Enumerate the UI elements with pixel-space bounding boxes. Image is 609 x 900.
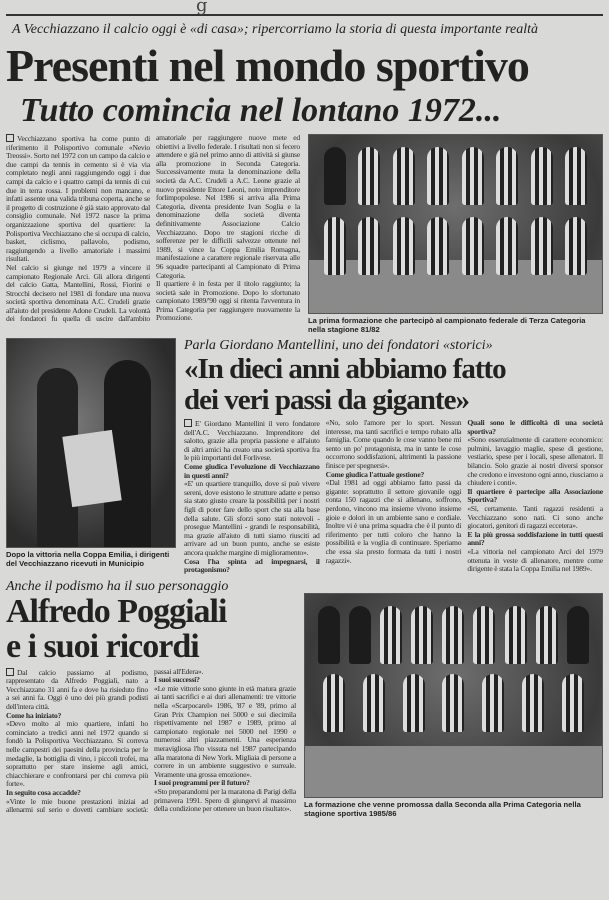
officials-photo <box>6 338 176 548</box>
section-box-icon <box>6 134 14 142</box>
answer <box>184 419 320 463</box>
masthead-fragment: g <box>6 0 603 16</box>
article-main-text <box>6 134 300 324</box>
answer <box>6 668 148 712</box>
team-photo-1985 <box>304 593 603 798</box>
article-kicker: A Vecchiazzano il calcio oggi è «di casa»; ripercorriamo la storia di questa importante realtà <box>12 22 538 37</box>
interview-block <box>184 338 603 575</box>
headline: Presenti nel mondo sportivo <box>6 40 529 91</box>
interview-headline-1: «In dieci anni abbiamo fatto <box>184 353 506 385</box>
photo3-caption: La formazione che venne promossa dalla Seconda alla Prima Categoria nella stagione sportiva 1985/86 <box>304 799 581 818</box>
photo1-caption: La prima formazione che partecipò al campionato federale di Terza Categoria nella stagione 81/82 <box>308 316 586 334</box>
question: Il quartiere è partecipe alla Associazione Sportiva? <box>467 486 603 505</box>
article-paragraph <box>6 134 150 264</box>
interview-headline-2: dei veri passi da gigante» <box>184 384 469 416</box>
answer-text: «Devo molto al mio quartiere, infatti ho cominciato a tredici anni nel 1972 quando si fondò la Polisportiva Vecchiazzano. Si correva nelle campestri dei paesini della provincia per le medaglie, la bottiglia di vino, i piccoli trofei, ma soprattutto per stare insieme agli amici, chiacchierare e confrontarsi per chi correva più forte». <box>6 719 148 789</box>
team-photo-1981 <box>308 134 603 314</box>
podismo-headline-2: e i suoi ricordi <box>6 627 199 665</box>
question: Quali sono le difficoltà di una società sportiva? <box>467 418 603 436</box>
interview-kicker: Parla Giordano Mantellini, uno dei fondatori «storici» <box>184 338 493 353</box>
answer-text: «Sono essenzialmente di carattere economico: pulmini, lavaggio maglie, spese di gestione, vestiario, spese per i locali, spese allenatori. Il bilancio. Solo grazie ai nostri diversi sponsor che credono e investono ogni anno, riusciamo a chiudere i conti». <box>467 435 603 488</box>
photo1-block <box>308 134 603 334</box>
interview-text <box>184 419 603 575</box>
section-interview <box>6 338 603 575</box>
answer <box>154 685 296 780</box>
answer-text: «No, solo l'amore per lo sport. Nessun interesse, ma tanti sacrifici e tempo rubato alla famiglia. Come quando le cose vanno bene mi sento un po' protagonista, ma in tante le cose occorrono soddisfazioni, altrimenti la passione finisce per spegnersi». <box>325 418 462 470</box>
answer <box>154 788 296 814</box>
photo3-block <box>304 593 603 818</box>
answer-text: «Le mie vittorie sono giunte in età matura grazie ai tanti sacrifici e ai duri allenamenti: tre vittorie nella «Scarpocarel» 1986, '87 e '89, primo al Gran Prix Champion nei 5000 e sui diecimila rispettivamente nel 1987 e 1989, primo al campionato regionale nei 5000 nel 1990 e numerosi altri piazzamenti. Una esperienza meravigliosa l'ho vissuta nel 1987 partecipando alla maratona di New York. Migliaia di persone a correre in un ambiente suggestivo e surreale. Veramente una grossa emozione». <box>154 683 296 779</box>
podismo-text <box>6 668 296 815</box>
answer <box>326 419 462 471</box>
question: Come giudica l'evoluzione di Vecchiazzano in questi anni? <box>184 461 320 480</box>
question: Come giudica l'attuale gestione? <box>325 469 425 479</box>
answer-text: Dal calcio passiamo al podismo, rappresentato da Alfredo Poggiali, nato a Vecchiazzano 31 anni fa e dove ha risieduto fino a sei anni fa. Oggi è uno dei più grandi podisti dell'intera città. <box>6 667 148 712</box>
question: Come ha iniziato? <box>6 710 62 720</box>
podismo-kicker: Anche il podismo ha il suo personaggio <box>6 578 229 594</box>
article-paragraph-text: Nel calcio si giunge nel 1979 a vincere il campionato Regionale Arci. Gli allora dirigenti del calcio Gatta, Mantellini, Rossi, Fiorini e Strocchi decisero nel 1981 di fondare una nuova società sportiva denominata A.C. Crudeli grazie all'aiuto del presidente Adone Crudeli. La volontà dei fondatori fu quella di uscire dall'ambito amatoriale per raggiungere nuove mete ed obiettivi a livello federale. I risultati non si fecero attendere e già nel primo anno di attività si giunse alla promozione in Seconda Categoria. Successivamente muta la denominazione della società da A.C. Crudeli a A.C. Leone grazie al nuovo presidente Ettore Leoni, noto imprenditore forlimpopolese. Nel 1986 si arriva alla Prima Categoria, diventa presidente Ivan Soglia e la denominazione della società diventa definitivamente Associazione Calcio Vecchiazzano. Dopo tre stagioni ricche di sofferenze per le difficili salvezze ottenute nel 1989, si vince la Coppa Emilia Romagna, manifestazione a carattere regionale riservata alle 96 squadre partecipanti al Campionato di Prima Categoria. <box>6 133 300 324</box>
question: In seguito cosa accadde? <box>6 788 81 797</box>
answer-text: «La vittoria nel campionato Arci del 1979 ottenuta in veste di allenatore, mentre come dirigente è stata la Coppa Emilia nel 1989». <box>467 546 603 574</box>
podismo-block <box>6 579 296 815</box>
answer <box>467 505 603 531</box>
answer <box>326 479 462 565</box>
answer-text: «Sto preparandomi per la maratona di Parigi della primavera 1991. Spero di giungervi al massimo della condizione per ottenere un buon risultato». <box>154 787 296 814</box>
answer-text: E' Giordano Mantellini il vero fondatore dell'A.C. Vecchiazzano. Imprenditore del salotto, grazie alla propria passione e all'aiuto di altri amici ha creato una società sportiva fra le più importanti del Forlivese. <box>184 419 320 463</box>
photo2-caption: Dopo la vittoria nella Coppa Emilia, i dirigenti del Vecchiazzano ricevuti in Municipio <box>6 550 170 568</box>
section-box-icon <box>184 419 192 427</box>
section-history <box>6 134 603 334</box>
answer <box>467 436 603 488</box>
answer-text: «E' un quartiere tranquillo, dove si può vivere sereni, dove esistono le strutture adatte e penso sia stato giusto creare la possibilità per i nostri figli di poter fare dello sport che sta alla base della salute. Gli sforzi sono stati notevoli - prosegue Mantellini - grandi le responsabilità, ma grazie all'aiuto di tutti siamo riusciti ad arrivare ad un buon punto, anche se esiste ancora qualche margine di miglioramento». <box>184 479 320 557</box>
question: I suoi successi? <box>154 675 200 685</box>
answer <box>6 720 148 789</box>
answer-text: «Dal 1981 ad oggi abbiamo fatto passi da gigante: soprattutto il settore giovanile oggi conta 150 ragazzi che si allenano, soffrono, perdono, vincono ma insieme vivono insieme gioie e dolori in un ambiente sano e cordiale. Inoltre vi è una prima squadra che è il punto di riferimento per tutti coloro che hanno la possibilità e la voglia di continuare. Speriamo che essa sia presto formata da tutti i nostri ragazzi». <box>325 478 462 565</box>
answer-text: «Sì, certamente. Tanti ragazzi residenti a Vecchiazzano sono nati. Ci sono anche giocatori, genitori di ragazzi eccetera». <box>467 503 603 531</box>
question: Cosa l'ha spinta ad impegnarsi, il protagonismo? <box>184 556 320 575</box>
question: I suoi programmi per il futuro? <box>154 778 250 788</box>
answer <box>467 548 603 574</box>
answer <box>184 480 320 557</box>
article-paragraph-text: Vecchiazzano sportiva ha come punto di riferimento il Polisportivo comunale «Nevio Treossi». Sorto nel 1972 con un campo da calcio e due campi da tennis in cemento si è via via completato negli anni raggiungendo oggi i due campi da calcio e i quattro campi da tennis di cui due in terra rossa. I problemi non mancano, e infatti assente una valida tribuna coperta, anche se il progetto di costruzione è già stato approvato dal consiglio comunale. Nel 1972 nasce la prima organizzazione sportiva del quartiere: la Polisportiva Vecchiazzano che si occupa di calcio, basket, ciclismo, pallavolo, podismo, raggiungendo a livello amatoriale i massimi risultati. <box>6 134 150 264</box>
section-podismo <box>6 579 603 818</box>
article-paragraph-text: Il quartiere è in festa per il titolo raggiunto; la società sale in Promozione. Dopo lo sfortunato campionato 1989/'90 oggi si ritenta l'avventura in Prima Categoria per raggiungere nuovamente la Promozione. <box>156 279 300 323</box>
article-paragraph <box>156 280 300 323</box>
question: E la più grossa soddisfazione in tutti questi anni? <box>467 529 603 548</box>
answer-text: «Vinte le mie buone prestazioni iniziai ad allenarmi sul serio e dovetti cambiare società: passai all'Edera». <box>6 666 204 815</box>
photo2-block <box>6 338 176 568</box>
section-box-icon <box>6 668 14 676</box>
podismo-headline-1: Alfredo Poggiali <box>6 592 227 630</box>
subheadline: Tutto comincia nel lontano 1972... <box>20 92 502 129</box>
